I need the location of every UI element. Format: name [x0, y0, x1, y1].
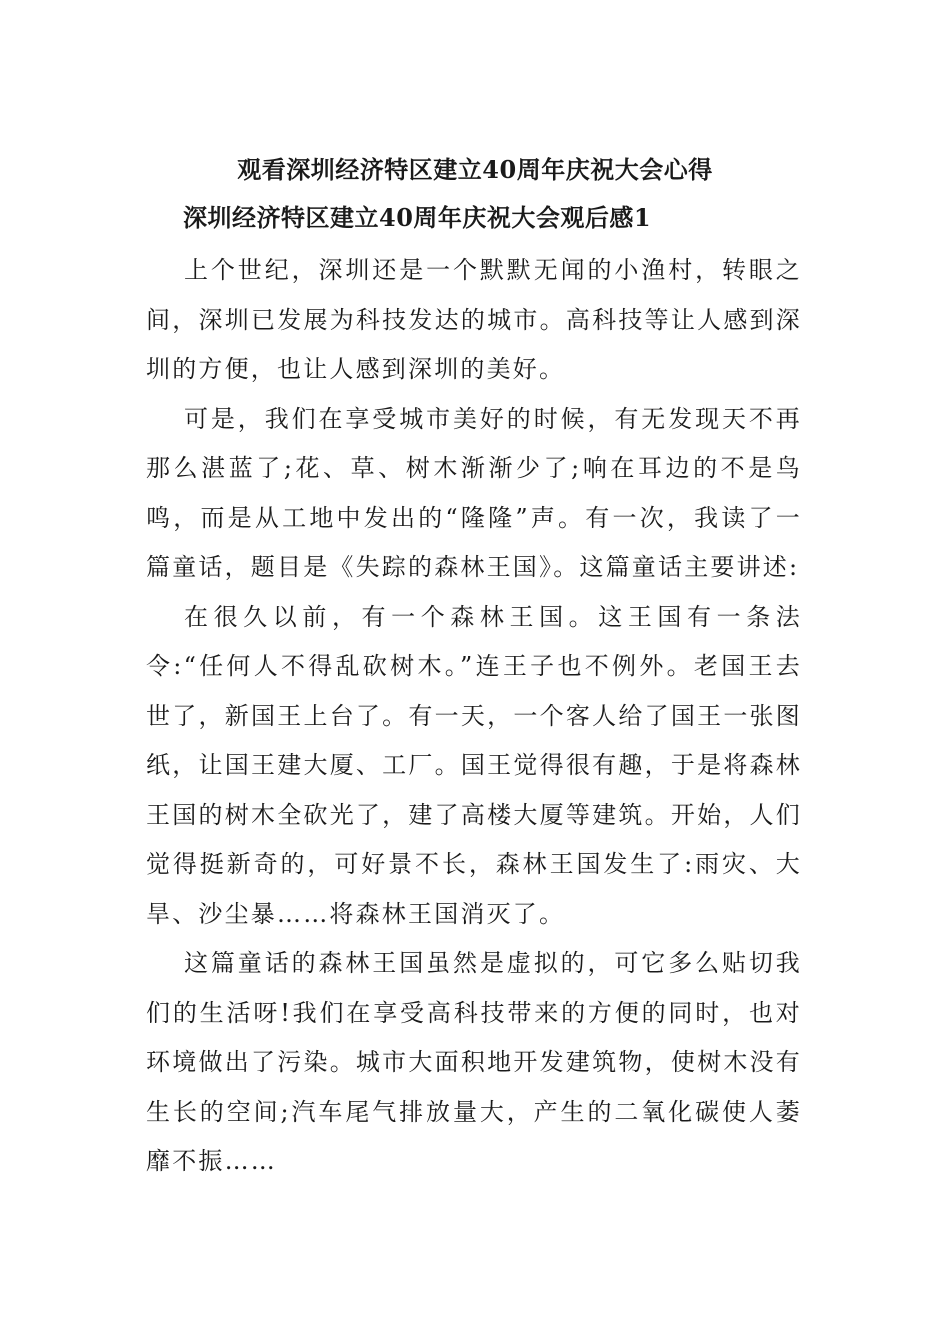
- document-body: [146, 246, 802, 1187]
- paragraph-4: 这篇童话的森林王国虽然是虚拟的，可它多么贴切我们的生活呀!我们在享受高科技带来的方便的同时，也对环境做出了污染。城市大面积地开发建筑物，使树木没有生长的空间;汽车尾气排放量大，产生的二氧化碳使人萎靡不振……: [146, 949, 802, 1175]
- paragraph-2: 可是，我们在享受城市美好的时候，有无发现天不再那么湛蓝了;花、草、树木渐渐少了;响在耳边的不是鸟鸣，而是从工地中发出的“隆隆”声。有一次，我读了一篇童话，题目是《失踪的森林王国》。这篇童话主要讲述:: [146, 404, 802, 581]
- document-title: 观看深圳经济特区建立40周年庆祝大会心得: [237, 155, 713, 184]
- paragraph-1: 上个世纪，深圳还是一个默默无闻的小渔村，转眼之间，深圳已发展为科技发达的城市。高科技等让人感到深圳的方便，也让人感到深圳的美好。: [146, 256, 802, 383]
- paragraph-3: 在很久以前，有一个森林王国。这王国有一条法令:“任何人不得乱砍树木。”连王子也不例外。老国王去世了，新国王上台了。有一天，一个客人给了国王一张图纸，让国王建大厦、工厂。国王觉得很有趣，于是将森林王国的树木全砍光了，建了高楼大厦等建筑。开始，人们觉得挺新奇的，可好景不长，森林王国发生了:雨灾、大旱、沙尘暴……将森林王国消灭了。: [146, 602, 802, 928]
- document-subtitle: 深圳经济特区建立40周年庆祝大会观后感1: [183, 203, 652, 232]
